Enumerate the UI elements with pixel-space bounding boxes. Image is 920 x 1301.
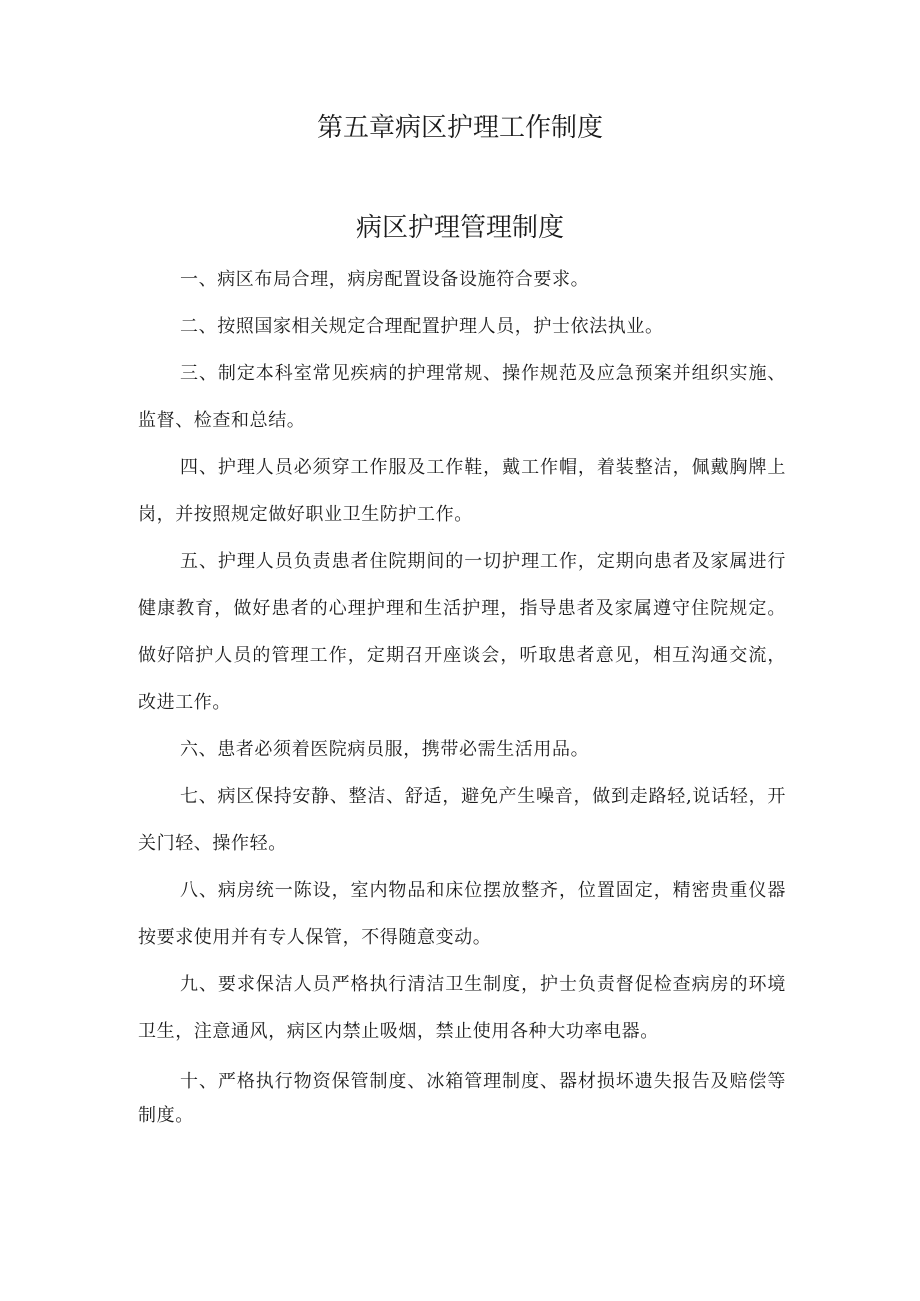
paragraph-7: 七、病区保持安静、整洁、舒适，避免产生噪音，做到走路轻,说话轻，开关门轻、操作轻。 xyxy=(138,786,786,854)
paragraph-1: 一、病区布局合理，病房配置设备设施符合要求。 xyxy=(180,269,590,290)
paragraph-3: 三、制定本科室常见疾病的护理常规、操作规范及应急预案并组织实施、监督、检查和总结。 xyxy=(138,363,786,431)
paragraph-2: 二、按照国家相关规定合理配置护理人员，护士依法执业。 xyxy=(180,316,664,337)
paragraph-4: 四、护理人员必须穿工作服及工作鞋，戴工作帽，着装整洁，佩戴胸牌上岗，并按照规定做好职业卫生防护工作。 xyxy=(138,457,786,525)
section-title: 病区护理管理制度 xyxy=(355,213,564,243)
document-body xyxy=(138,256,786,1133)
paragraph-9: 九、要求保洁人员严格执行清洁卫生制度，护士负责督促检查病房的环境卫生，注意通风，病区内禁止吸烟，禁止使用各种大功率电器。 xyxy=(138,974,786,1042)
paragraph-8: 八、病房统一陈设，室内物品和床位摆放整齐，位置固定，精密贵重仪器按要求使用并有专人保管，不得随意变动。 xyxy=(138,880,786,948)
chapter-title: 第五章病区护理工作制度 xyxy=(316,113,603,143)
paragraph-10: 十、严格执行物资保管制度、冰箱管理制度、器材损坏遗失报告及赔偿等制度。 xyxy=(138,1071,786,1126)
paragraph-5: 五、护理人员负责患者住院期间的一切护理工作，定期向患者及家属进行健康教育，做好患者的心理护理和生活护理，指导患者及家属遵守住院规定。做好陪护人员的管理工作，定期召开座谈会，听取患者意见，相互沟通交流，改进工作。 xyxy=(138,551,786,713)
paragraph-6: 六、患者必须着医院病员服，携带必需生活用品。 xyxy=(180,739,590,760)
